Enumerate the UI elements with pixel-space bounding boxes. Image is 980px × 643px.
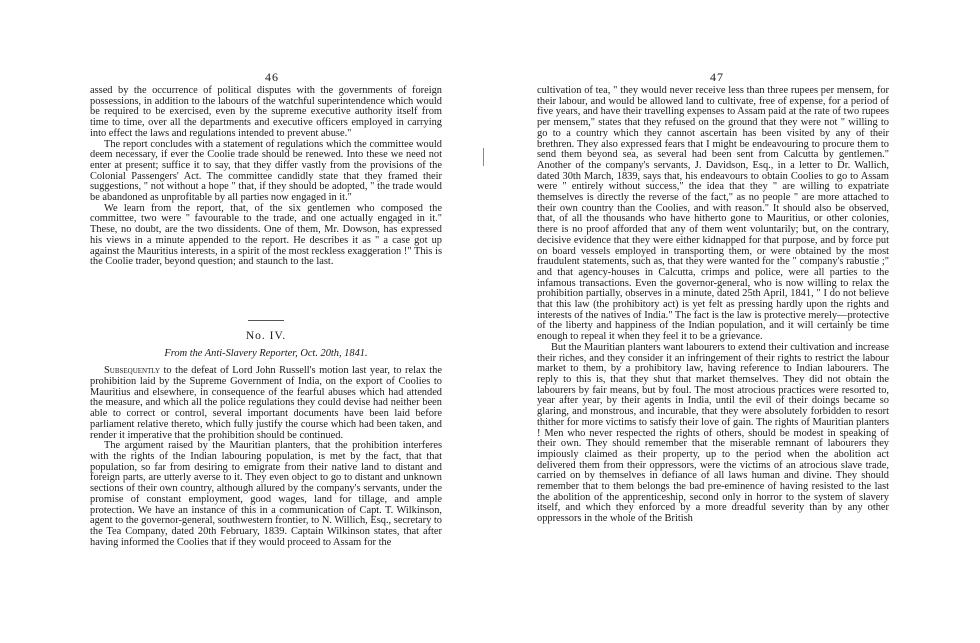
section-first-word: Subsequently	[104, 365, 161, 377]
right-paragraph-1: cultivation of tea, " they would never receive less than three rupees per mensem, for their labour, and would be allowed land to cultivate, free of expense, for a period of five years, and have their travelling expenses to Assam paid at the rate of two rupees per mensem," states that they refused on the ground that they were not " willing to go to a country which they cannot ascertain has been visited by any of their brethren. They also expressed fears that I might be endeavouring to procure them to send them beyond sea, as several had been sent from Calcutta by gentlemen." Another of the company's servants, J. Davidson, Esq., in a letter to Dr. Wallich, dated 30th March, 1839, says that, his endeavours to obtain Coolies to go to Assam were " entirely without success," the idea that they " are willing to expatriate themselves is directly the reverse of the fact," as no people " are more attached to their own country than the Coolies, and with reason." It should also be observed, that, of all the thousands who have hitherto gone to Mauritius, or other colonies, there is no proof afforded that any of them went voluntarily; but, on the contrary, decisive evidence that they were either kidnapped for that purpose, and by force put on board vessels employed in transporting them, or were obtained by the most fraudulent statements, such as, that they were wanted for the " company's rabustie ;" and that agency-houses in Calcutta, crimps and police, were all parties to the infamous transactions. Even the governor-general, who is now willing to relax the prohibition partially, observes in a minute, dated 25th April, 1841, " I do not believe that this law (the prohibitory act) is yet felt as pressing hardly upon the rights and interests of the natives of India." The fact is the law is protective merely—protective of the liberty and happiness of the Indian population, and it will certainly be time enough to repeal it when they feel it to be a grievance.	[537, 85, 889, 343]
section-heading: No. IV.	[245, 329, 287, 342]
right-text-column	[537, 86, 889, 525]
left-paragraph-2: The report concludes with a statement of regulations which the committee would deem necessary, if ever the Coolie trade should be renewed. Into these we need not enter at present; suffice it to say, that they differ vastly from the provisions of the Colonial Passengers' Act. The committee candidly state that they framed their suggestions, " not without a hope " that, if they should be adopted, " the trade would be abandoned as unprofitable by all parties now engaged in it."	[90, 138, 442, 204]
section-paragraph-2: The argument raised by the Mauritian planters, that the prohibition interferes with the rights of the Indian labouring population, is met by the fact, that that population, so far from desiring to emigrate from their native land to distant and foreign parts, are utterly averse to it. They even object to go to distant and unknown sections of their own country, although allured by the company's servants, under the promise of constant employment, good wages, land for tillage, and ample protection. We have an instance of this in a communication of Capt. T. Wilkinson, agent to the governor-general, southwestern frontier, to N. Willich, Esq., secretary to the Tea Company, dated 20th February, 1839. Captain Wilkinson states, that after having informed the Coolies that if they would proceed to Assam for the	[90, 440, 442, 548]
right-page	[490, 0, 980, 643]
section-divider	[248, 320, 284, 321]
section-paragraph-1-text: to the defeat of Lord John Russell's motion last year, to relax the prohibition laid by the Supreme Government of India, on the export of Coolies to Mauritius and elsewhere, in consequence of the fearful abuses which had attended the measure, and which all the police regulations they could devise had neither been able to correct or control, several important documents have been laid before parliament relative thereto, which fully justify the course which had been taken, and render it imperative that the prohibition should be continued.	[90, 365, 442, 441]
left-paragraph-3: We learn from the report, that, of the six gentlemen who composed the committee, two were " favourable to the trade, and one actually engaged in it." These, no doubt, are the two dissidents. One of them, Mr. Dowson, has expressed his views in a minute appended to the report. He describes it as " a case got up against the Mauritius interests, in a spirit of the most reckless exaggeration !" This is the Coolie trader, beyond question; and staunch to the last.	[90, 202, 442, 268]
left-paragraph-1: assed by the occurrence of political disputes with the governments of foreign possessions, in addition to the labours of the watchful superintendence which would be required to be exercised, even by the supreme executive authority itself from time to time, over all the departments and executive officers employed in carrying into effect the laws and regulations intended to prevent abuse."	[90, 85, 442, 139]
right-page-number: 47	[710, 70, 724, 84]
section-source: From the Anti-Slavery Reporter, Oct. 20th, 1841.	[164, 347, 368, 359]
left-text-column	[90, 86, 442, 548]
gutter-mark	[483, 148, 484, 166]
section-paragraph-1	[90, 366, 442, 441]
right-paragraph-2: But the Mauritian planters want labourers to extend their cultivation and increase their riches, and they consider it an infringement of their rights to restrict the labour market to them, by a prohibitory law, having reference to Indian labourers. The reply to this is, that they shut that market themselves. They did not obtain the labourers by fair means, but by foul. The most atrocious practices were resorted to, year after year, by their agents in India, until the evil of their doings became so glaring, and monstrous, and incurable, that they were absolutely forbidden to resort thither for more victims to satisfy their love of gain. The rights of Mauritian planters ! Men who never respected the rights of others, should be modest in speaking of their own. They should remember that the miserable remnant of labourers they impiously claimed as their property, up to the period when the abolition act delivered them from their oppressors, were the victims of an atrocious slave trade, carried on by themselves in defiance of all laws human and divine. They should remember that to them belongs the bad pre-eminence of having resisted to the last the abolition of the apprenticeship, second only in horror to the system of slavery itself, and which they enforced by a more dreadful severity than by any other oppressors in the whole of the British	[537, 341, 889, 525]
left-page-number: 46	[265, 70, 279, 84]
